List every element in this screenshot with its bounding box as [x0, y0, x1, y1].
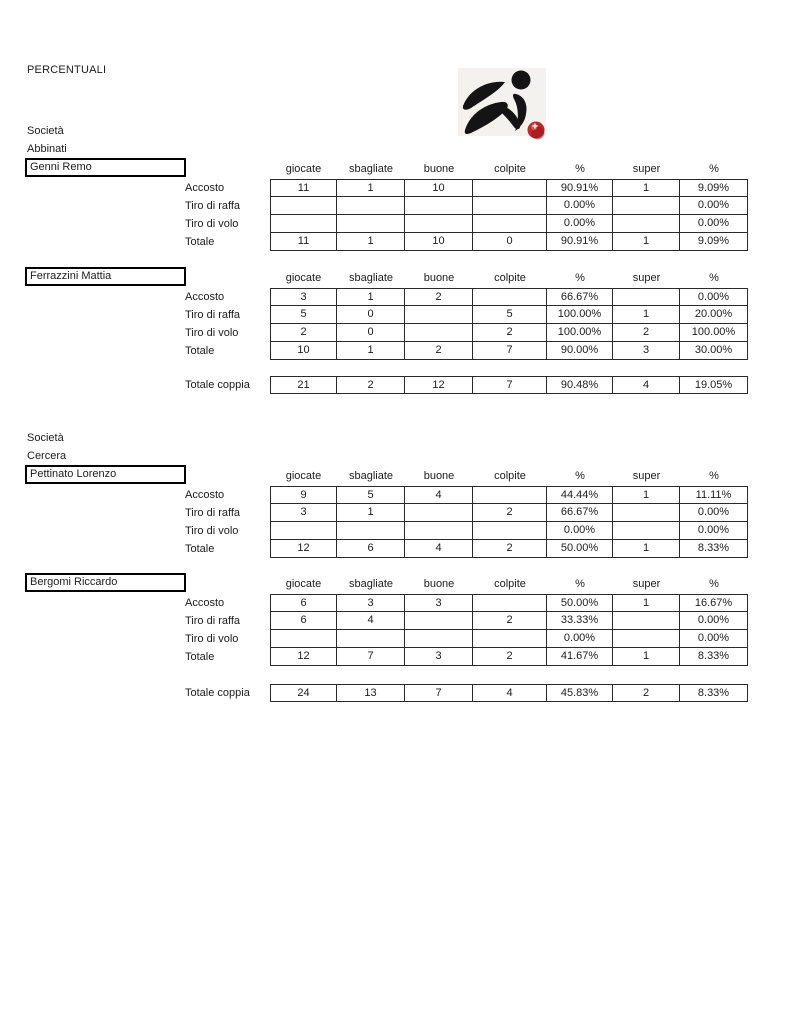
cell-5: 4 [613, 376, 680, 394]
society-name-cercera: Cercera [27, 450, 67, 462]
cell-2 [405, 215, 473, 233]
cell-5 [613, 522, 680, 540]
cell-2: 2 [405, 342, 473, 360]
row-label: Tiro di raffa [185, 507, 241, 519]
header-spacer [185, 576, 270, 594]
cell-1: 0 [337, 306, 405, 324]
cell-0: 21 [270, 376, 337, 394]
cell-4: 66.67% [547, 504, 613, 522]
table-header-row [185, 270, 748, 288]
row-label: Totale [185, 543, 215, 555]
cell-4: 90.91% [547, 233, 613, 251]
column-header-sbagliate: sbagliate [348, 578, 394, 590]
cell-5 [613, 215, 680, 233]
cell-3 [473, 215, 547, 233]
cell-6: 0.00% [680, 197, 748, 215]
cell-1 [337, 197, 405, 215]
totale-coppia-table-cercera [185, 684, 748, 702]
cell-3 [473, 288, 547, 306]
cell-3: 7 [473, 376, 547, 394]
row-label: Tiro di raffa [185, 309, 241, 321]
row-label: Totale coppia [185, 687, 250, 699]
society-label-2: Società [27, 432, 64, 444]
cell-4: 66.67% [547, 288, 613, 306]
column-header-super: super [632, 163, 661, 175]
cell-2 [405, 306, 473, 324]
column-header-super: super [632, 470, 661, 482]
cell-4: 100.00% [547, 324, 613, 342]
cell-2 [405, 630, 473, 648]
table-header-row [185, 576, 748, 594]
column-header-buone: buone [423, 163, 455, 175]
table-header-row [185, 161, 748, 179]
society-label-1: Società [27, 125, 64, 137]
player-table-bergomi-riccardo [185, 576, 748, 666]
table-row [185, 233, 748, 251]
column-header-pct-4: % [575, 578, 585, 590]
cell-0: 12 [270, 648, 337, 666]
cell-5: 1 [613, 648, 680, 666]
cell-2 [405, 504, 473, 522]
cell-4: 90.48% [547, 376, 613, 394]
cell-5 [613, 612, 680, 630]
column-header-sbagliate: sbagliate [348, 272, 394, 284]
column-header-colpite: colpite [494, 163, 526, 175]
cell-5 [613, 630, 680, 648]
cell-3 [473, 594, 547, 612]
table-row [185, 684, 748, 702]
cell-0: 2 [270, 324, 337, 342]
cell-1: 3 [337, 594, 405, 612]
cell-6: 19.05% [680, 376, 748, 394]
cell-1 [337, 630, 405, 648]
totale-coppia-table-abbinati [185, 376, 748, 394]
cell-0: 6 [270, 594, 337, 612]
player-name-box-genni-remo: Genni Remo [25, 158, 186, 177]
column-header-pct-4: % [575, 163, 585, 175]
table-row [185, 342, 748, 360]
cell-2: 2 [405, 288, 473, 306]
player-table-genni-remo [185, 161, 748, 251]
column-header-pct-4: % [575, 470, 585, 482]
cell-4: 0.00% [547, 197, 613, 215]
player-table-pettinato-lorenzo [185, 468, 748, 558]
table-row [185, 306, 748, 324]
column-header-colpite: colpite [494, 272, 526, 284]
cell-3: 4 [473, 684, 547, 702]
cell-4: 44.44% [547, 486, 613, 504]
cell-4: 0.00% [547, 522, 613, 540]
table-row [185, 594, 748, 612]
cell-2 [405, 197, 473, 215]
cell-0: 11 [270, 179, 337, 197]
header-spacer [185, 161, 270, 179]
cell-0 [270, 522, 337, 540]
column-header-pct-6: % [709, 272, 719, 284]
cell-5 [613, 197, 680, 215]
cell-6: 16.67% [680, 594, 748, 612]
cell-6: 30.00% [680, 342, 748, 360]
column-header-sbagliate: sbagliate [348, 470, 394, 482]
table-row [185, 215, 748, 233]
cell-0: 10 [270, 342, 337, 360]
table-row [185, 179, 748, 197]
table-body [185, 179, 748, 251]
cell-3: 2 [473, 504, 547, 522]
bocce-ball-icon [528, 122, 545, 140]
row-label: Tiro di volo [185, 525, 239, 537]
cell-5: 1 [613, 306, 680, 324]
cell-6: 20.00% [680, 306, 748, 324]
cell-0: 12 [270, 540, 337, 558]
table-body [185, 376, 748, 394]
cell-1 [337, 215, 405, 233]
cell-2 [405, 522, 473, 540]
cell-6: 11.11% [680, 486, 748, 504]
cell-4: 0.00% [547, 630, 613, 648]
row-label: Accosto [185, 291, 225, 303]
cell-0: 9 [270, 486, 337, 504]
column-header-colpite: colpite [494, 578, 526, 590]
cell-2: 10 [405, 179, 473, 197]
table-header-row [185, 468, 748, 486]
row-label: Totale [185, 236, 215, 248]
row-label: Totale [185, 345, 215, 357]
column-header-giocate: giocate [285, 578, 322, 590]
column-header-buone: buone [423, 470, 455, 482]
column-header-buone: buone [423, 578, 455, 590]
cell-0: 11 [270, 233, 337, 251]
table-row [185, 197, 748, 215]
column-header-pct-4: % [575, 272, 585, 284]
cell-4: 100.00% [547, 306, 613, 324]
column-header-super: super [632, 272, 661, 284]
column-header-pct-6: % [709, 470, 719, 482]
column-header-pct-6: % [709, 163, 719, 175]
cell-0 [270, 197, 337, 215]
cell-6: 0.00% [680, 504, 748, 522]
cell-0 [270, 630, 337, 648]
header-spacer [185, 270, 270, 288]
society-name-abbinati: Abbinati [27, 143, 67, 155]
cell-1: 1 [337, 179, 405, 197]
cell-2: 3 [405, 648, 473, 666]
table-body [185, 288, 748, 360]
cell-0 [270, 215, 337, 233]
cell-4: 50.00% [547, 594, 613, 612]
cell-5: 2 [613, 684, 680, 702]
table-row [185, 486, 748, 504]
cell-4: 90.00% [547, 342, 613, 360]
cell-5 [613, 288, 680, 306]
player-table-ferrazzini-mattia [185, 270, 748, 360]
cell-0: 24 [270, 684, 337, 702]
cell-6: 8.33% [680, 684, 748, 702]
cell-5: 1 [613, 594, 680, 612]
table-body [185, 594, 748, 666]
cell-0: 6 [270, 612, 337, 630]
row-label: Accosto [185, 489, 225, 501]
cell-2: 3 [405, 594, 473, 612]
cell-2 [405, 324, 473, 342]
cell-1: 0 [337, 324, 405, 342]
cell-1: 5 [337, 486, 405, 504]
cell-4: 45.83% [547, 684, 613, 702]
player-name-box-pettinato-lorenzo: Pettinato Lorenzo [25, 465, 186, 484]
table-row [185, 612, 748, 630]
bocce-logo-graphic [455, 66, 550, 144]
cell-6: 0.00% [680, 612, 748, 630]
cell-2: 4 [405, 486, 473, 504]
cell-1: 1 [337, 504, 405, 522]
cell-5: 1 [613, 233, 680, 251]
cell-1: 2 [337, 376, 405, 394]
player-name-box-ferrazzini-mattia: Ferrazzini Mattia [25, 267, 186, 286]
cell-2: 7 [405, 684, 473, 702]
cell-6: 8.33% [680, 648, 748, 666]
cell-5 [613, 504, 680, 522]
cell-3: 0 [473, 233, 547, 251]
table-body [185, 684, 748, 702]
table-row [185, 324, 748, 342]
row-label: Accosto [185, 597, 225, 609]
cell-3 [473, 179, 547, 197]
player-name-box-bergomi-riccardo: Bergomi Riccardo [25, 573, 186, 592]
row-label: Tiro di raffa [185, 615, 241, 627]
cell-4: 50.00% [547, 540, 613, 558]
page-title: PERCENTUALI [27, 64, 107, 76]
cell-6: 9.09% [680, 179, 748, 197]
cell-0: 3 [270, 288, 337, 306]
cell-4: 41.67% [547, 648, 613, 666]
cell-1: 7 [337, 648, 405, 666]
cell-6: 0.00% [680, 630, 748, 648]
column-header-pct-6: % [709, 578, 719, 590]
cell-5: 1 [613, 486, 680, 504]
cell-1: 1 [337, 342, 405, 360]
row-label: Totale coppia [185, 379, 250, 391]
row-label: Accosto [185, 182, 225, 194]
cell-2 [405, 612, 473, 630]
cell-1: 13 [337, 684, 405, 702]
cell-1: 1 [337, 233, 405, 251]
cell-3: 2 [473, 540, 547, 558]
header-spacer [185, 468, 270, 486]
table-row [185, 540, 748, 558]
column-header-colpite: colpite [494, 470, 526, 482]
row-label: Tiro di volo [185, 633, 239, 645]
cell-6: 0.00% [680, 215, 748, 233]
cell-1 [337, 522, 405, 540]
row-label: Tiro di volo [185, 327, 239, 339]
cell-6: 0.00% [680, 288, 748, 306]
table-row [185, 522, 748, 540]
cell-4: 33.33% [547, 612, 613, 630]
row-label: Tiro di raffa [185, 200, 241, 212]
table-row [185, 648, 748, 666]
cell-5: 2 [613, 324, 680, 342]
row-label: Totale [185, 651, 215, 663]
column-header-sbagliate: sbagliate [348, 163, 394, 175]
cell-4: 90.91% [547, 179, 613, 197]
cell-3 [473, 486, 547, 504]
cell-3: 5 [473, 306, 547, 324]
column-header-giocate: giocate [285, 272, 322, 284]
cell-5: 1 [613, 179, 680, 197]
cell-1: 1 [337, 288, 405, 306]
column-header-buone: buone [423, 272, 455, 284]
table-row [185, 630, 748, 648]
table-row [185, 504, 748, 522]
cell-3: 7 [473, 342, 547, 360]
cell-2: 10 [405, 233, 473, 251]
cell-2: 4 [405, 540, 473, 558]
table-row [185, 376, 748, 394]
cell-5: 1 [613, 540, 680, 558]
table-body [185, 486, 748, 558]
cell-3 [473, 630, 547, 648]
cell-5: 3 [613, 342, 680, 360]
cell-0: 3 [270, 504, 337, 522]
cell-3 [473, 522, 547, 540]
cell-6: 0.00% [680, 522, 748, 540]
cell-6: 9.09% [680, 233, 748, 251]
column-header-giocate: giocate [285, 163, 322, 175]
cell-3 [473, 197, 547, 215]
row-label: Tiro di volo [185, 218, 239, 230]
cell-1: 4 [337, 612, 405, 630]
cell-6: 8.33% [680, 540, 748, 558]
cell-3: 2 [473, 612, 547, 630]
cell-3: 2 [473, 324, 547, 342]
column-header-giocate: giocate [285, 470, 322, 482]
cell-0: 5 [270, 306, 337, 324]
cell-2: 12 [405, 376, 473, 394]
cell-3: 2 [473, 648, 547, 666]
column-header-super: super [632, 578, 661, 590]
table-row [185, 288, 748, 306]
cell-6: 100.00% [680, 324, 748, 342]
bocce-logo [455, 66, 550, 147]
cell-1: 6 [337, 540, 405, 558]
cell-4: 0.00% [547, 215, 613, 233]
